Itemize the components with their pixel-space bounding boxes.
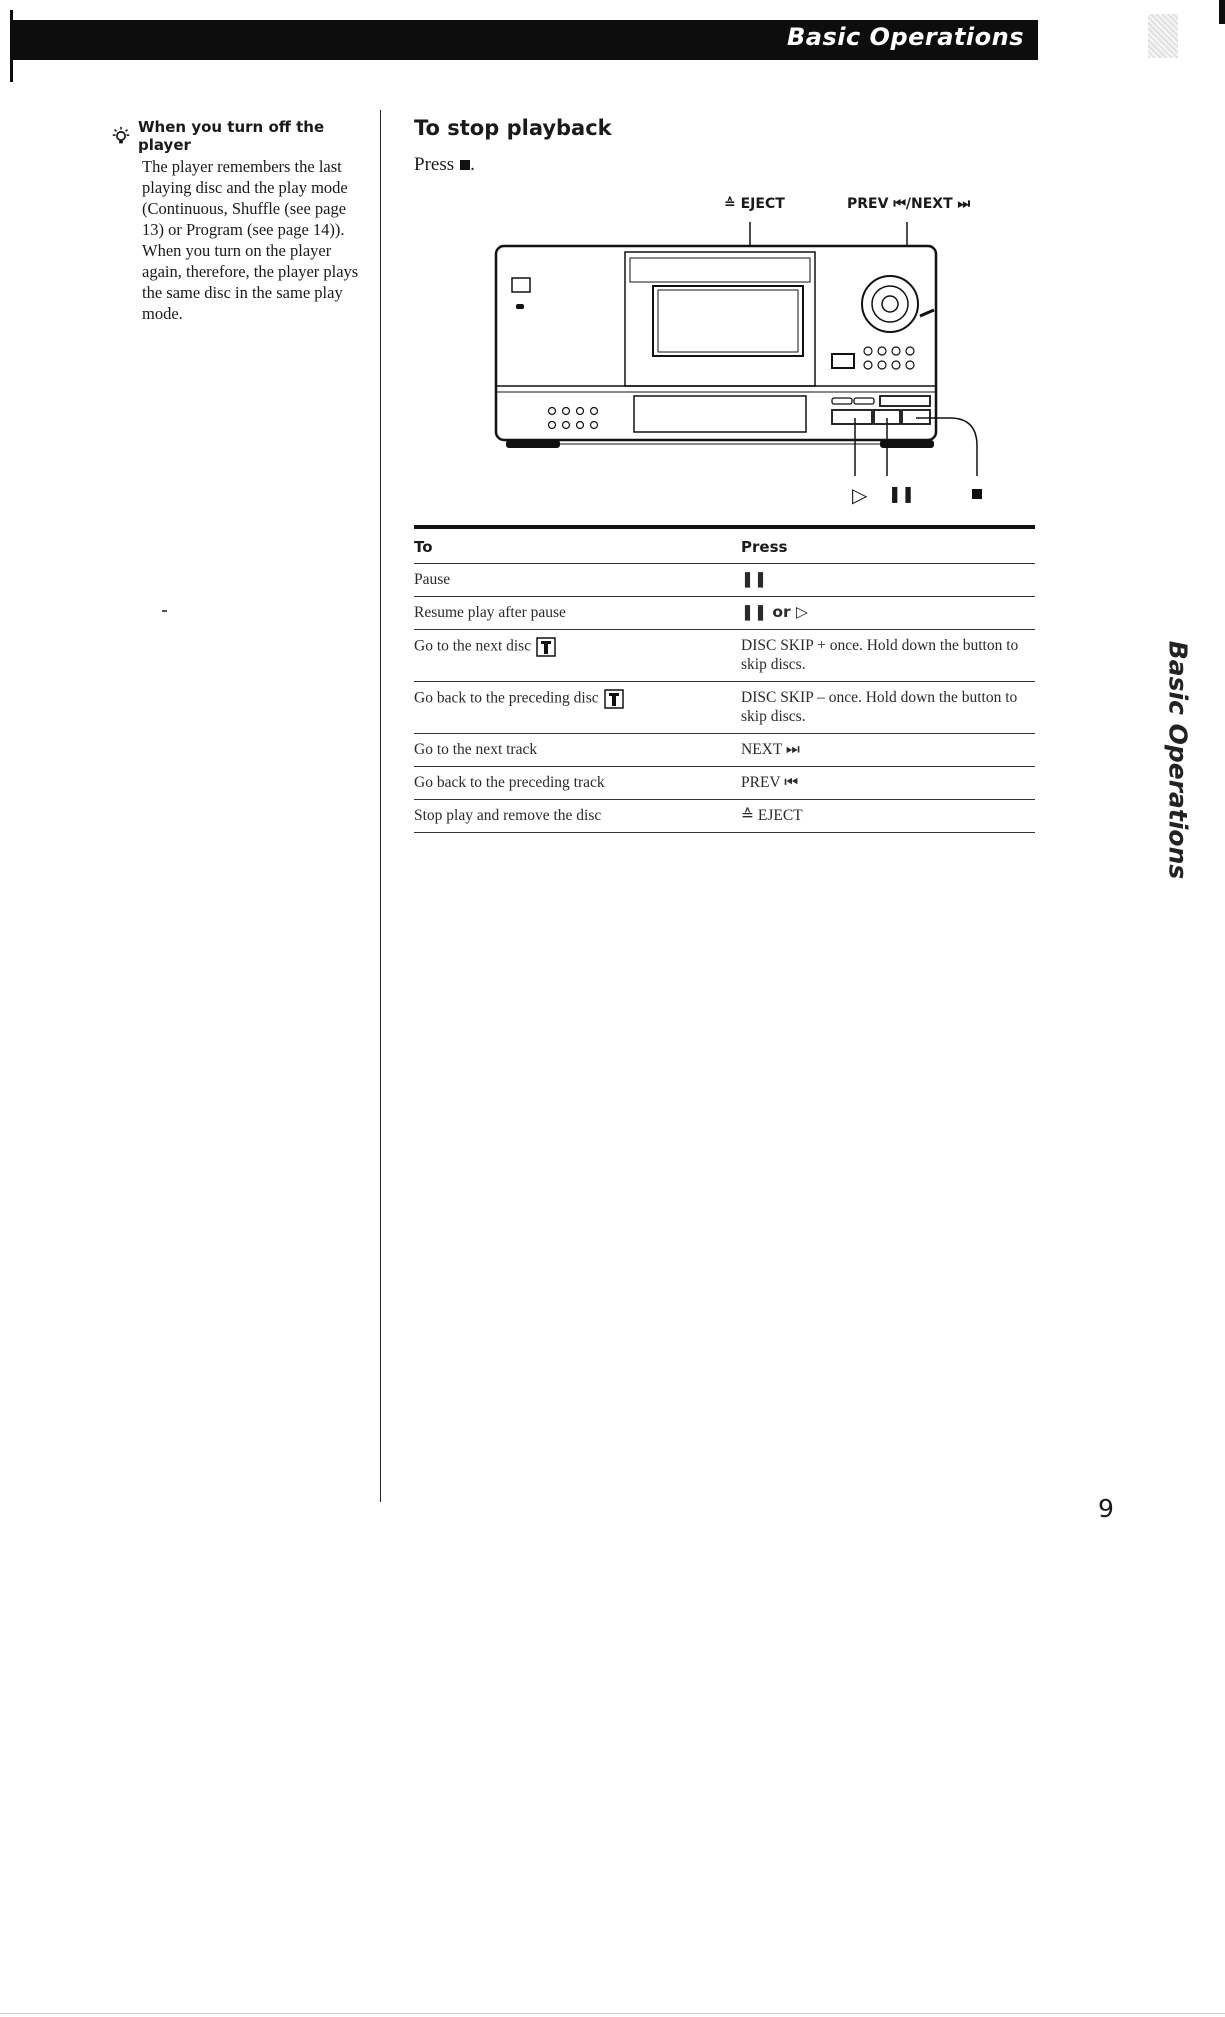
tip-box	[112, 118, 362, 324]
header-bar	[10, 20, 1038, 60]
operations-table	[414, 525, 1035, 833]
tip-body: The player remembers the last playing disc and the play mode (Continuous, Shuffle (see page 13) or Program (see page 14)). When you turn on the player again, therefore, the player plays the same disc in the same play mode.	[142, 157, 359, 323]
table-row	[414, 800, 1035, 833]
action-text: Go back to the preceding track	[414, 774, 605, 791]
section-title: To stop playback	[414, 116, 612, 140]
table-row	[414, 564, 1035, 597]
table-cell-press	[741, 630, 1035, 682]
table-cell-to	[414, 597, 741, 630]
disc-icon	[535, 636, 557, 658]
table-header-press: Press	[741, 527, 1035, 564]
table-cell-press	[741, 734, 1035, 767]
side-tab	[1148, 640, 1208, 880]
table-cell-to	[414, 682, 741, 734]
press-text: NEXT ⏭	[741, 741, 800, 758]
press-instruction: Press .	[414, 154, 475, 175]
page-number: 9	[1098, 1494, 1114, 1523]
table-cell-to	[414, 564, 741, 597]
press-text: Press	[414, 154, 455, 175]
column-divider	[380, 110, 381, 1502]
tip-heading-row	[110, 118, 362, 154]
press-text: ❚❚ or ▷	[741, 603, 808, 621]
table-row	[414, 630, 1035, 682]
table-cell-to	[414, 767, 741, 800]
eject-label: ≙ EJECT	[724, 196, 785, 212]
action-text: Go to the next disc	[414, 637, 532, 655]
stop-symbol-icon	[460, 160, 470, 170]
prev-next-label: PREV ⏮/NEXT ⏭	[847, 196, 971, 212]
table-row	[414, 734, 1035, 767]
scan-artifact	[1148, 14, 1178, 58]
table-cell-to	[414, 734, 741, 767]
table-cell-to	[414, 630, 741, 682]
header-title: Basic Operations	[786, 23, 1024, 51]
table-row	[414, 597, 1035, 630]
table-cell-press	[741, 767, 1035, 800]
press-text: ≙ EJECT	[741, 807, 803, 824]
table-row	[414, 767, 1035, 800]
table-cell-press	[741, 682, 1035, 734]
disc-icon	[603, 688, 625, 710]
action-text: Pause	[414, 571, 451, 588]
press-text: PREV ⏮	[741, 774, 799, 791]
action-text: Go back to the preceding disc	[414, 689, 599, 707]
action-text: Go to the next track	[414, 741, 538, 758]
table-cell-press	[741, 800, 1035, 833]
stray-mark	[162, 610, 167, 612]
page-edge	[0, 2013, 1225, 2014]
corner-mark	[1219, 0, 1225, 24]
table-row	[414, 682, 1035, 734]
lightbulb-icon	[110, 124, 132, 148]
press-text: ❚❚	[741, 570, 767, 588]
table-cell-to	[414, 800, 741, 833]
table-header-to: To	[414, 527, 741, 564]
stop-label-icon	[972, 489, 982, 499]
pause-label: ❚❚	[888, 484, 915, 503]
side-tab-text: Basic Operations	[1163, 640, 1193, 880]
press-text: DISC SKIP + once. Hold down the button to skip discs.	[741, 637, 1019, 673]
press-text: DISC SKIP – once. Hold down the button to skip discs.	[741, 689, 1018, 725]
play-label: ▷	[852, 485, 868, 507]
tip-heading: When you turn off the player	[138, 118, 325, 154]
action-text: Resume play after pause	[414, 604, 566, 621]
cd-player-diagram	[490, 214, 990, 504]
action-text: Stop play and remove the disc	[414, 807, 602, 824]
table-cell-press	[741, 564, 1035, 597]
table-cell-press	[741, 597, 1035, 630]
table-header-row	[414, 527, 1035, 564]
